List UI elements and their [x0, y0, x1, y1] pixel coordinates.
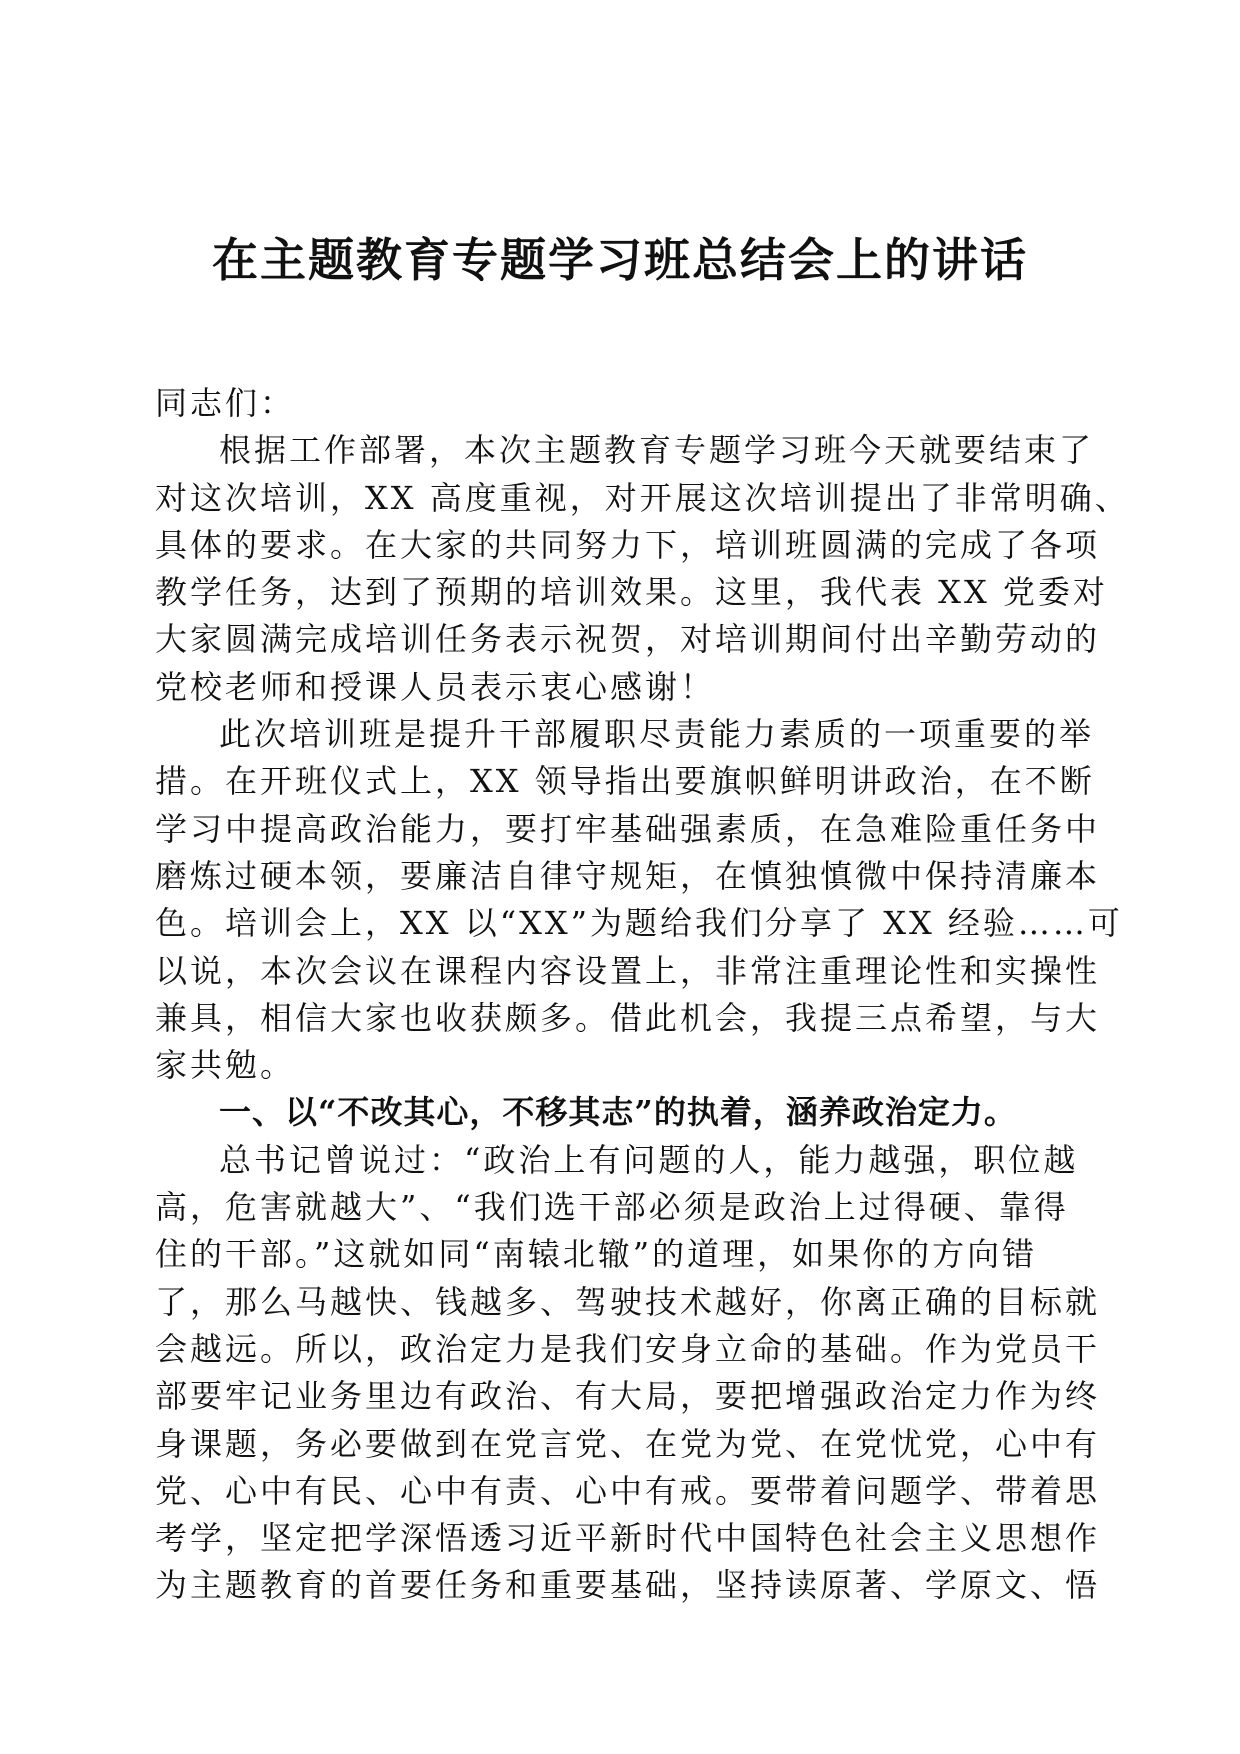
text-line: 磨炼过硬本领，要廉洁自律守规矩，在慎独慎微中保持清廉本: [155, 856, 1101, 895]
text-line: 兼具，相信大家也收获颇多。借此机会，我提三点希望，与大: [155, 998, 1101, 1037]
text-line: 总书记曾说过：“政治上有问题的人，能力越强，职位越: [219, 1140, 1079, 1179]
text-line: 此次培训班是提升干部履职尽责能力素质的一项重要的举: [219, 715, 1095, 754]
document-title: 在主题教育专题学习班总结会上的讲话: [212, 233, 1028, 287]
text-line: 部要牢记业务里边有政治、有大局，要把增强政治定力作为终: [155, 1377, 1101, 1416]
text-line: 以说，本次会议在课程内容设置上，非常注重理论性和实操性: [155, 951, 1101, 990]
text-line: 教学任务，达到了预期的培训效果。这里，我代表 XX 党委对: [155, 573, 1108, 612]
text-line: 身课题，务必要做到在党言党、在党为党、在党忧党，心中有: [155, 1424, 1101, 1463]
text-line: 考学，坚定把学深悟透习近平新时代中国特色社会主义思想作: [155, 1519, 1101, 1558]
text-line: 大家圆满完成培训任务表示祝贺，对培训期间付出辛勤劳动的: [155, 620, 1101, 659]
document-body: [155, 380, 1130, 1610]
text-line: 学习中提高政治能力，要打牢基础强素质，在急难险重任务中: [155, 809, 1101, 848]
text-line: 同志们：: [155, 384, 296, 422]
text-line: 为主题教育的首要任务和重要基础，坚持读原著、学原文、悟: [155, 1566, 1101, 1605]
text-line: 具体的要求。在大家的共同努力下，培训班圆满的完成了各项: [155, 525, 1101, 564]
text-line: 高，危害就越大”、“我们选干部必须是政治上过得硬、靠得: [155, 1188, 1069, 1227]
text-line: 了，那么马越快、钱越多、驾驶技术越好，你离正确的目标就: [155, 1282, 1101, 1321]
text-line: 住的干部。”这就如同“南辕北辙”的道理，如果你的方向错: [155, 1235, 1038, 1274]
text-line: 对这次培训，XX 高度重视，对开展这次培训提出了非常明确、: [155, 478, 1130, 517]
text-line: 家共勉。: [155, 1046, 296, 1085]
text-line: 根据工作部署，本次主题教育专题学习班今天就要结束了: [219, 431, 1095, 470]
text-line: 色。培训会上，XX 以“XX”为题给我们分享了 XX 经验……可: [155, 904, 1123, 943]
section-heading: 一、以“不改其心，不移其志”的执着，涵养政治定力。: [219, 1093, 1017, 1132]
text-line: 措。在开班仪式上，XX 领导指出要旗帜鲜明讲政治，在不断: [155, 762, 1095, 801]
text-line: 会越远。所以，政治定力是我们安身立命的基础。作为党员干: [155, 1329, 1101, 1368]
text-line: 党、心中有民、心中有责、心中有戒。要带着问题学、带着思: [155, 1471, 1101, 1510]
text-line: 党校老师和授课人员表示衷心感谢！: [155, 667, 716, 706]
